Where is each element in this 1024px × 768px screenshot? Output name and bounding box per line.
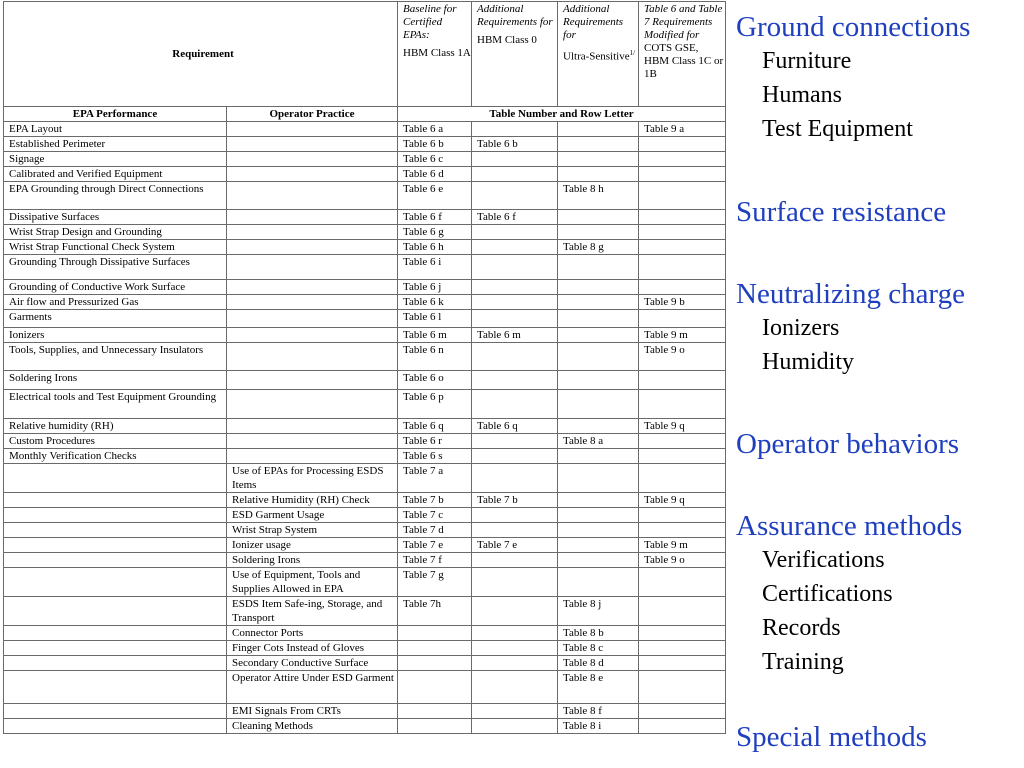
table-cell-op: Use of EPAs for Processing ESDS Items (227, 464, 398, 493)
table-ref-header: Table Number and Row Letter (398, 107, 726, 122)
table-cell-op: Secondary Conductive Surface (227, 656, 398, 671)
table-cell-c1: Table 6 g (398, 225, 472, 240)
col-cots-header (639, 2, 726, 107)
table-cell-c3: Table 8 d (558, 656, 639, 671)
table-cell-c3 (558, 538, 639, 553)
table-cell-op (227, 449, 398, 464)
table-cell-op (227, 328, 398, 343)
table-cell-c4 (639, 568, 726, 597)
col-baseline-header (398, 2, 472, 107)
table-row (4, 656, 726, 671)
table-cell-epa (4, 671, 227, 704)
table-cell-c3 (558, 137, 639, 152)
table-row (4, 597, 726, 626)
table-row (4, 371, 726, 390)
operator-practice-header: Operator Practice (227, 107, 398, 122)
table-cell-c4 (639, 449, 726, 464)
table-cell-epa: Calibrated and Verified Equipment (4, 167, 227, 182)
table-cell-c2 (472, 122, 558, 137)
table-cell-c2 (472, 152, 558, 167)
requirements-table (3, 1, 726, 734)
table-cell-c2 (472, 182, 558, 210)
table-cell-c1: Table 7 b (398, 493, 472, 508)
table-row (4, 508, 726, 523)
table-cell-epa: Wrist Strap Functional Check System (4, 240, 227, 255)
table-cell-c1 (398, 641, 472, 656)
table-row (4, 464, 726, 493)
table-cell-c2 (472, 240, 558, 255)
table-cell-c3 (558, 523, 639, 538)
col-class0-italic: Additional Requirements for (477, 3, 553, 28)
outline-heading: Ground connections (736, 11, 971, 43)
table-cell-c1 (398, 704, 472, 719)
table-cell-op: Ionizer usage (227, 538, 398, 553)
table-row (4, 152, 726, 167)
table-cell-c4 (639, 310, 726, 328)
table-row (4, 704, 726, 719)
requirement-header: Requirement (4, 2, 398, 107)
table-row (4, 449, 726, 464)
table-cell-c4 (639, 225, 726, 240)
table-cell-c2 (472, 310, 558, 328)
table-cell-c4: Table 9 b (639, 295, 726, 310)
table-cell-c4 (639, 719, 726, 734)
table-cell-c2 (472, 597, 558, 626)
table-cell-epa: Established Perimeter (4, 137, 227, 152)
table-row (4, 280, 726, 295)
table-cell-c3 (558, 280, 639, 295)
table-cell-op: EMI Signals From CRTs (227, 704, 398, 719)
table-row (4, 210, 726, 225)
table-cell-c2 (472, 255, 558, 280)
table-cell-c2 (472, 464, 558, 493)
table-cell-op: Use of Equipment, Tools and Supplies Allowed in EPA (227, 568, 398, 597)
table-cell-c2 (472, 704, 558, 719)
table-cell-c4: Table 9 q (639, 419, 726, 434)
table-cell-epa (4, 464, 227, 493)
outline-subitem: Humidity (762, 349, 855, 375)
table-cell-c1: Table 6 n (398, 343, 472, 371)
table-row (4, 137, 726, 152)
table-row (4, 240, 726, 255)
table-cell-c1: Table 7 d (398, 523, 472, 538)
table-cell-op (227, 343, 398, 371)
table-cell-c1: Table 6 k (398, 295, 472, 310)
col-baseline-italic: Baseline for Certified EPAs: (403, 3, 457, 41)
table-cell-c1: Table 6 s (398, 449, 472, 464)
table-cell-c1: Table 7h (398, 597, 472, 626)
table-cell-op (227, 310, 398, 328)
table-cell-c3 (558, 255, 639, 280)
col-ultra-footnote: 1/ (629, 49, 636, 57)
table-cell-c4: Table 9 o (639, 343, 726, 371)
table-cell-op (227, 167, 398, 182)
table-cell-c1: Table 6 a (398, 122, 472, 137)
table-row (4, 225, 726, 240)
table-cell-epa: Tools, Supplies, and Unnecessary Insulators (4, 343, 227, 371)
table-cell-epa: Grounding of Conductive Work Surface (4, 280, 227, 295)
table-cell-c1: Table 6 f (398, 210, 472, 225)
table-cell-c3 (558, 464, 639, 493)
table-cell-epa (4, 719, 227, 734)
table-row (4, 167, 726, 182)
table-cell-c3 (558, 343, 639, 371)
table-cell-c1: Table 7 a (398, 464, 472, 493)
col-cots-plain: COTS GSE, HBM Class 1C or 1B (644, 42, 724, 80)
table-cell-epa (4, 568, 227, 597)
table-cell-c3 (558, 152, 639, 167)
table-cell-c3: Table 8 f (558, 704, 639, 719)
table-cell-epa: Soldering Irons (4, 371, 227, 390)
table-cell-c2 (472, 295, 558, 310)
table-cell-c4 (639, 390, 726, 419)
table-cell-c1: Table 6 m (398, 328, 472, 343)
table-row (4, 568, 726, 597)
table-row (4, 719, 726, 734)
col-ultra-header (558, 2, 639, 107)
table-cell-c1: Table 6 j (398, 280, 472, 295)
table-cell-c4: Table 9 o (639, 553, 726, 568)
table-cell-c3 (558, 449, 639, 464)
table-cell-c2 (472, 626, 558, 641)
outline-heading: Special methods (736, 721, 927, 753)
table-cell-op (227, 137, 398, 152)
table-cell-c3: Table 8 a (558, 434, 639, 449)
table-cell-c4 (639, 597, 726, 626)
outline-subitem: Furniture (762, 48, 852, 74)
table-cell-c2 (472, 449, 558, 464)
table-cell-c3 (558, 508, 639, 523)
outline-subitem: Training (762, 649, 844, 675)
table-cell-c2 (472, 225, 558, 240)
table-cell-c2 (472, 508, 558, 523)
table-row (4, 310, 726, 328)
table-cell-op: Operator Attire Under ESD Garment (227, 671, 398, 704)
table-row (4, 295, 726, 310)
col-ultra-italic: Additional Requirements for (563, 3, 624, 41)
table-cell-c4 (639, 371, 726, 390)
table-cell-op (227, 371, 398, 390)
table-header-row (4, 2, 726, 107)
table-cell-c3: Table 8 c (558, 641, 639, 656)
table-cell-c2 (472, 390, 558, 419)
outline-subitem: Records (762, 615, 841, 641)
table-cell-c3 (558, 328, 639, 343)
table-cell-c3 (558, 310, 639, 328)
table-cell-op (227, 434, 398, 449)
table-cell-c2 (472, 568, 558, 597)
table-cell-epa: Ionizers (4, 328, 227, 343)
table-cell-op (227, 295, 398, 310)
table-cell-c4 (639, 704, 726, 719)
table-cell-op (227, 240, 398, 255)
table-cell-c3: Table 8 i (558, 719, 639, 734)
table-cell-op: ESD Garment Usage (227, 508, 398, 523)
table-cell-op (227, 280, 398, 295)
table-row (4, 328, 726, 343)
table-cell-c1: Table 6 h (398, 240, 472, 255)
table-cell-epa (4, 626, 227, 641)
table-cell-c2 (472, 371, 558, 390)
table-cell-epa: Air flow and Pressurized Gas (4, 295, 227, 310)
table-cell-op: Relative Humidity (RH) Check (227, 493, 398, 508)
table-row (4, 343, 726, 371)
table-cell-epa (4, 641, 227, 656)
outline-subitem: Humans (762, 82, 842, 108)
table-cell-epa: Custom Procedures (4, 434, 227, 449)
table-cell-c4 (639, 240, 726, 255)
table-cell-c4 (639, 523, 726, 538)
table-cell-op: Finger Cots Instead of Gloves (227, 641, 398, 656)
table-cell-epa (4, 523, 227, 538)
table-cell-epa (4, 597, 227, 626)
table-cell-c2 (472, 641, 558, 656)
table-cell-c2 (472, 523, 558, 538)
table-cell-c1: Table 6 o (398, 371, 472, 390)
table-cell-c1: Table 7 e (398, 538, 472, 553)
table-cell-op: Wrist Strap System (227, 523, 398, 538)
table-cell-c4 (639, 434, 726, 449)
table-cell-c3: Table 8 e (558, 671, 639, 704)
table-cell-c2 (472, 656, 558, 671)
table-cell-op (227, 182, 398, 210)
col-baseline-plain: HBM Class 1A (403, 47, 471, 59)
table-cell-op: Soldering Irons (227, 553, 398, 568)
outline-subitem: Certifications (762, 581, 893, 607)
table-cell-epa (4, 704, 227, 719)
table-cell-c1: Table 6 i (398, 255, 472, 280)
table-cell-c1 (398, 656, 472, 671)
table-cell-epa: Grounding Through Dissipative Surfaces (4, 255, 227, 280)
table-cell-c1 (398, 671, 472, 704)
table-cell-epa: Signage (4, 152, 227, 167)
table-cell-c3 (558, 553, 639, 568)
table-row (4, 182, 726, 210)
table-cell-epa: Monthly Verification Checks (4, 449, 227, 464)
table-row (4, 626, 726, 641)
table-row (4, 538, 726, 553)
table-cell-c3: Table 8 h (558, 182, 639, 210)
table-cell-op (227, 255, 398, 280)
table-cell-c2: Table 6 m (472, 328, 558, 343)
table-cell-op (227, 210, 398, 225)
table-cell-epa (4, 656, 227, 671)
table-cell-c4 (639, 641, 726, 656)
table-cell-c4: Table 9 q (639, 493, 726, 508)
table-cell-c4: Table 9 m (639, 538, 726, 553)
table-cell-epa: EPA Layout (4, 122, 227, 137)
table-cell-op (227, 225, 398, 240)
table-cell-c2 (472, 719, 558, 734)
col-class0-plain: HBM Class 0 (477, 34, 537, 46)
table-cell-c3: Table 8 j (558, 597, 639, 626)
table-cell-c1: Table 6 e (398, 182, 472, 210)
table-cell-c3 (558, 419, 639, 434)
outline-heading: Surface resistance (736, 196, 947, 228)
col-cots-italic: Table 6 and Table 7 Requirements Modified for (644, 3, 723, 41)
outline-subitem: Ionizers (762, 315, 840, 341)
table-cell-epa: Relative humidity (RH) (4, 419, 227, 434)
outline-heading: Operator behaviors (736, 428, 960, 460)
table-cell-c4 (639, 152, 726, 167)
table-row (4, 390, 726, 419)
table-cell-c3 (558, 225, 639, 240)
table-cell-c3 (558, 390, 639, 419)
table-cell-epa: Dissipative Surfaces (4, 210, 227, 225)
table-cell-c4 (639, 508, 726, 523)
table-cell-c1 (398, 626, 472, 641)
table-cell-epa: Garments (4, 310, 227, 328)
table-cell-c1: Table 7 c (398, 508, 472, 523)
table-cell-c2: Table 7 b (472, 493, 558, 508)
table-cell-c3 (558, 210, 639, 225)
table-cell-c4: Table 9 m (639, 328, 726, 343)
table-cell-epa (4, 493, 227, 508)
table-cell-epa: EPA Grounding through Direct Connections (4, 182, 227, 210)
col-class0-header (472, 2, 558, 107)
table-cell-c1: Table 6 c (398, 152, 472, 167)
table-cell-c2 (472, 167, 558, 182)
epa-performance-header: EPA Performance (4, 107, 227, 122)
table-cell-c3: Table 8 g (558, 240, 639, 255)
table-cell-c4 (639, 167, 726, 182)
table-row (4, 434, 726, 449)
table-cell-c4: Table 9 a (639, 122, 726, 137)
table-cell-epa (4, 538, 227, 553)
table-row (4, 523, 726, 538)
table-cell-c4 (639, 464, 726, 493)
table-cell-c4 (639, 210, 726, 225)
table-cell-c2 (472, 553, 558, 568)
outline-subitem: Verifications (762, 547, 885, 573)
table-cell-c3 (558, 371, 639, 390)
table-cell-c1: Table 6 q (398, 419, 472, 434)
table-cell-op (227, 390, 398, 419)
table-cell-c1 (398, 719, 472, 734)
table-cell-c1: Table 6 p (398, 390, 472, 419)
table-cell-c4 (639, 137, 726, 152)
table-cell-c4 (639, 255, 726, 280)
table-cell-c2 (472, 343, 558, 371)
table-cell-c4 (639, 280, 726, 295)
table-cell-op (227, 152, 398, 167)
table-cell-c4 (639, 626, 726, 641)
table-cell-c2 (472, 434, 558, 449)
table-cell-c1: Table 7 g (398, 568, 472, 597)
table-cell-op (227, 122, 398, 137)
table-cell-c2: Table 7 e (472, 538, 558, 553)
table-cell-c1: Table 7 f (398, 553, 472, 568)
table-cell-c3 (558, 295, 639, 310)
table-row (4, 122, 726, 137)
table-cell-epa (4, 508, 227, 523)
table-cell-c1: Table 6 b (398, 137, 472, 152)
table-cell-c4 (639, 182, 726, 210)
table-cell-c2 (472, 280, 558, 295)
table-cell-c3: Table 8 b (558, 626, 639, 641)
table-cell-c3 (558, 167, 639, 182)
outline-subitem: Test Equipment (762, 116, 913, 142)
table-row (4, 493, 726, 508)
table-cell-c2: Table 6 b (472, 137, 558, 152)
table-cell-op (227, 419, 398, 434)
table-cell-c2: Table 6 f (472, 210, 558, 225)
table-cell-c4 (639, 656, 726, 671)
table-cell-c3 (558, 568, 639, 597)
table-cell-epa: Electrical tools and Test Equipment Grounding (4, 390, 227, 419)
table-row (4, 553, 726, 568)
table-subheader-row (4, 107, 726, 122)
table-cell-epa: Wrist Strap Design and Grounding (4, 225, 227, 240)
table-cell-c2: Table 6 q (472, 419, 558, 434)
table-cell-c1: Table 6 d (398, 167, 472, 182)
table-cell-epa (4, 553, 227, 568)
table-cell-c1: Table 6 r (398, 434, 472, 449)
table-cell-op: Cleaning Methods (227, 719, 398, 734)
table-cell-c1: Table 6 l (398, 310, 472, 328)
outline-heading: Neutralizing charge (736, 278, 965, 310)
table-cell-c3 (558, 122, 639, 137)
table-cell-op: ESDS Item Safe-ing, Storage, and Transport (227, 597, 398, 626)
table-row (4, 671, 726, 704)
table-row (4, 255, 726, 280)
table-row (4, 419, 726, 434)
outline-heading: Assurance methods (736, 510, 963, 542)
table-cell-c3 (558, 493, 639, 508)
table-cell-c2 (472, 671, 558, 704)
table-row (4, 641, 726, 656)
table-cell-op: Connector Ports (227, 626, 398, 641)
col-ultra-plain: Ultra-Sensitive (563, 50, 630, 63)
table-cell-c4 (639, 671, 726, 704)
